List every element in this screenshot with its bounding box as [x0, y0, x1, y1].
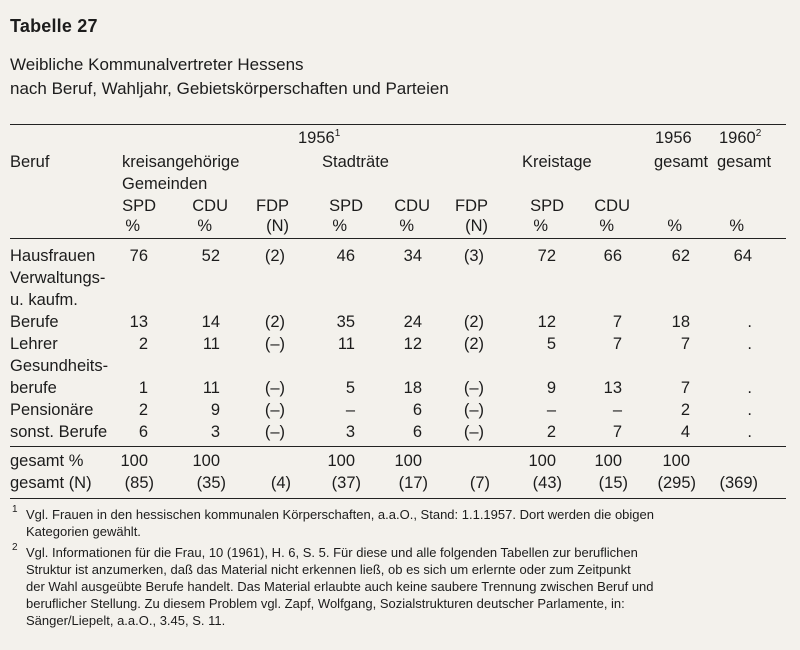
table-cell: (2)	[463, 335, 484, 353]
table-cell: 4	[680, 423, 690, 441]
party-header: CDU	[192, 197, 228, 215]
table-cell: 7	[612, 423, 622, 441]
totals-cell: 100	[394, 452, 422, 470]
table-cell: (–)	[264, 401, 285, 419]
table-cell: (2)	[264, 313, 285, 331]
table-cell: –	[612, 401, 622, 419]
table-cell: 6	[412, 423, 422, 441]
party-header: FDP	[256, 197, 289, 215]
totals-cell: (4)	[270, 474, 291, 492]
row-label: Gesundheits-	[10, 357, 109, 375]
totals-cell: (43)	[532, 474, 562, 492]
table-cell: 12	[403, 335, 422, 353]
unit-header: %	[599, 217, 614, 235]
group-kreistage-header: Kreistage	[522, 153, 592, 171]
totals-cell: (7)	[469, 474, 490, 492]
footnote-line: Vgl. Frauen in den hessischen kommunalen Körperschaften, a.a.O., Stand: 1.1.1957. Dort werden die obigen	[26, 507, 654, 522]
party-header: CDU	[594, 197, 630, 215]
totals-cell: 100	[528, 452, 556, 470]
party-header: SPD	[530, 197, 564, 215]
table-cell: .	[747, 423, 752, 441]
table-cell: 64	[733, 247, 752, 265]
table-cell: 76	[129, 247, 148, 265]
group-kreis-header-2: Gemeinden	[122, 175, 208, 193]
table-cell: 2	[680, 401, 690, 419]
top-rule	[10, 124, 786, 125]
footnote-line: Kategorien gewählt.	[26, 524, 141, 539]
table-cell: .	[747, 313, 752, 331]
table-cell: 7	[612, 313, 622, 331]
totals-cell: (295)	[657, 474, 696, 492]
table-cell: (–)	[463, 423, 484, 441]
table-subtitle	[10, 53, 449, 101]
totals-rule	[10, 446, 786, 447]
table-cell: 18	[671, 313, 690, 331]
table-cell: 2	[138, 335, 148, 353]
table-cell: 13	[129, 313, 148, 331]
table-cell: 13	[603, 379, 622, 397]
table-cell: (2)	[463, 313, 484, 331]
row-label: Lehrer	[10, 335, 58, 353]
gesamt-1960-header: gesamt	[717, 153, 772, 171]
table-cell: 18	[403, 379, 422, 397]
row-label: Verwaltungs-	[10, 269, 106, 287]
unit-header: %	[667, 217, 682, 235]
totals-cell: (15)	[598, 474, 628, 492]
table-cell: (–)	[264, 379, 285, 397]
totals-cell: (85)	[124, 474, 154, 492]
table-cell: 12	[537, 313, 556, 331]
unit-header: (N)	[465, 217, 488, 235]
table-cell: 9	[210, 401, 220, 419]
unit-header: (N)	[266, 217, 289, 235]
footnote-line: Vgl. Informationen für die Frau, 10 (1961), H. 6, S. 5. Für diese und alle folgenden Tabellen zur beruflichen	[26, 545, 638, 560]
table-cell: 2	[546, 423, 556, 441]
table-cell: 11	[202, 335, 220, 353]
table-cell: (–)	[463, 401, 484, 419]
table-cell: .	[747, 335, 752, 353]
party-header: FDP	[455, 197, 488, 215]
table-cell: 7	[612, 335, 622, 353]
footnote-line: Sänger/Liepelt, a.a.O., 3.45, S. 11.	[26, 613, 226, 628]
gesamt-1956-header: gesamt	[654, 153, 709, 171]
table-cell: (–)	[463, 379, 484, 397]
row-label: Berufe	[10, 313, 59, 331]
row-label: sonst. Berufe	[10, 423, 108, 441]
beruf-header: Beruf	[10, 153, 50, 171]
year-1956-header: 1956$^1$	[298, 128, 341, 147]
table-cell: 9	[546, 379, 556, 397]
totals-cell: (35)	[196, 474, 226, 492]
table-cell: 5	[546, 335, 556, 353]
table-cell: 52	[201, 247, 220, 265]
table-cell: (3)	[463, 247, 484, 265]
table-cell: 3	[210, 423, 220, 441]
party-header: SPD	[122, 197, 156, 215]
table-cell: .	[747, 379, 752, 397]
table-cell: –	[345, 401, 355, 419]
footnote-line: Struktur ist anzumerken, daß das Material nicht erkennen ließ, ob es sich um erlernte oder zum Zeitpunkt	[26, 562, 631, 577]
table-cell: 66	[603, 247, 622, 265]
table-cell: 6	[412, 401, 422, 419]
totals-cell: 100	[192, 452, 220, 470]
table-cell: 72	[537, 247, 556, 265]
table-cell: 6	[138, 423, 148, 441]
totals-cell: 100	[594, 452, 622, 470]
table-cell: 34	[403, 247, 422, 265]
table-cell: 5	[345, 379, 355, 397]
table-cell: (–)	[264, 335, 285, 353]
row-label: berufe	[10, 379, 57, 397]
totals-cell: 100	[662, 452, 690, 470]
group-kreis-header: kreisangehörige	[122, 153, 240, 171]
totals-cell: 100	[120, 452, 148, 470]
table-cell: 1	[138, 379, 148, 397]
footnote-mark: 1	[12, 504, 18, 515]
totals-label: gesamt (N)	[10, 474, 92, 492]
row-label: Pensionäre	[10, 401, 94, 419]
table-title: Tabelle 27	[10, 16, 98, 36]
party-header: CDU	[394, 197, 430, 215]
table-cell: 2	[138, 401, 148, 419]
table-cell: .	[747, 401, 752, 419]
totals-label: gesamt %	[10, 452, 84, 470]
unit-header: %	[197, 217, 212, 235]
table-cell: 11	[202, 379, 220, 397]
unit-header: %	[125, 217, 140, 235]
bottom-rule	[10, 498, 786, 499]
footnote-line: der Wahl ausgeübte Berufe handelt. Das Material erlaubte auch keine saubere Trennung zwischen Beruf und	[26, 579, 654, 594]
totals-cell: (17)	[398, 474, 428, 492]
totals-cell: (37)	[331, 474, 361, 492]
unit-header: %	[533, 217, 548, 235]
table-cell: –	[546, 401, 556, 419]
totals-cell: 100	[327, 452, 355, 470]
totals-cell: (369)	[719, 474, 758, 492]
table-cell: 7	[680, 379, 690, 397]
unit-header: %	[399, 217, 414, 235]
subtitle-line: nach Beruf, Wahljahr, Gebietskörperschaften und Parteien	[10, 79, 449, 98]
table-cell: (2)	[264, 247, 285, 265]
table-cell: 7	[680, 335, 690, 353]
table-cell: (–)	[264, 423, 285, 441]
footnote-line: beruflicher Stellung. Zu diesem Problem vgl. Zapf, Wolfgang, Sozialstrukturen deutscher Parlamente, in:	[26, 596, 625, 611]
table-cell: 3	[345, 423, 355, 441]
table-cell: 62	[671, 247, 690, 265]
group-stadt-header: Stadträte	[322, 153, 389, 171]
table-cell: 24	[403, 313, 422, 331]
table-cell: 14	[201, 313, 220, 331]
year-1960-total-header: 1960$^2$	[719, 128, 762, 147]
table-cell: 35	[336, 313, 355, 331]
footnote-mark: 2	[12, 542, 18, 553]
header-rule	[10, 238, 786, 239]
year-1956-total-header: 1956	[655, 129, 692, 147]
unit-header: %	[729, 217, 744, 235]
party-header: SPD	[329, 197, 363, 215]
row-label: Hausfrauen	[10, 247, 96, 265]
table-cell: 11	[337, 335, 355, 353]
subtitle-line: Weibliche Kommunalvertreter Hessens	[10, 55, 304, 74]
row-label: u. kaufm.	[10, 291, 78, 309]
unit-header: %	[332, 217, 347, 235]
table-cell: 46	[336, 247, 355, 265]
